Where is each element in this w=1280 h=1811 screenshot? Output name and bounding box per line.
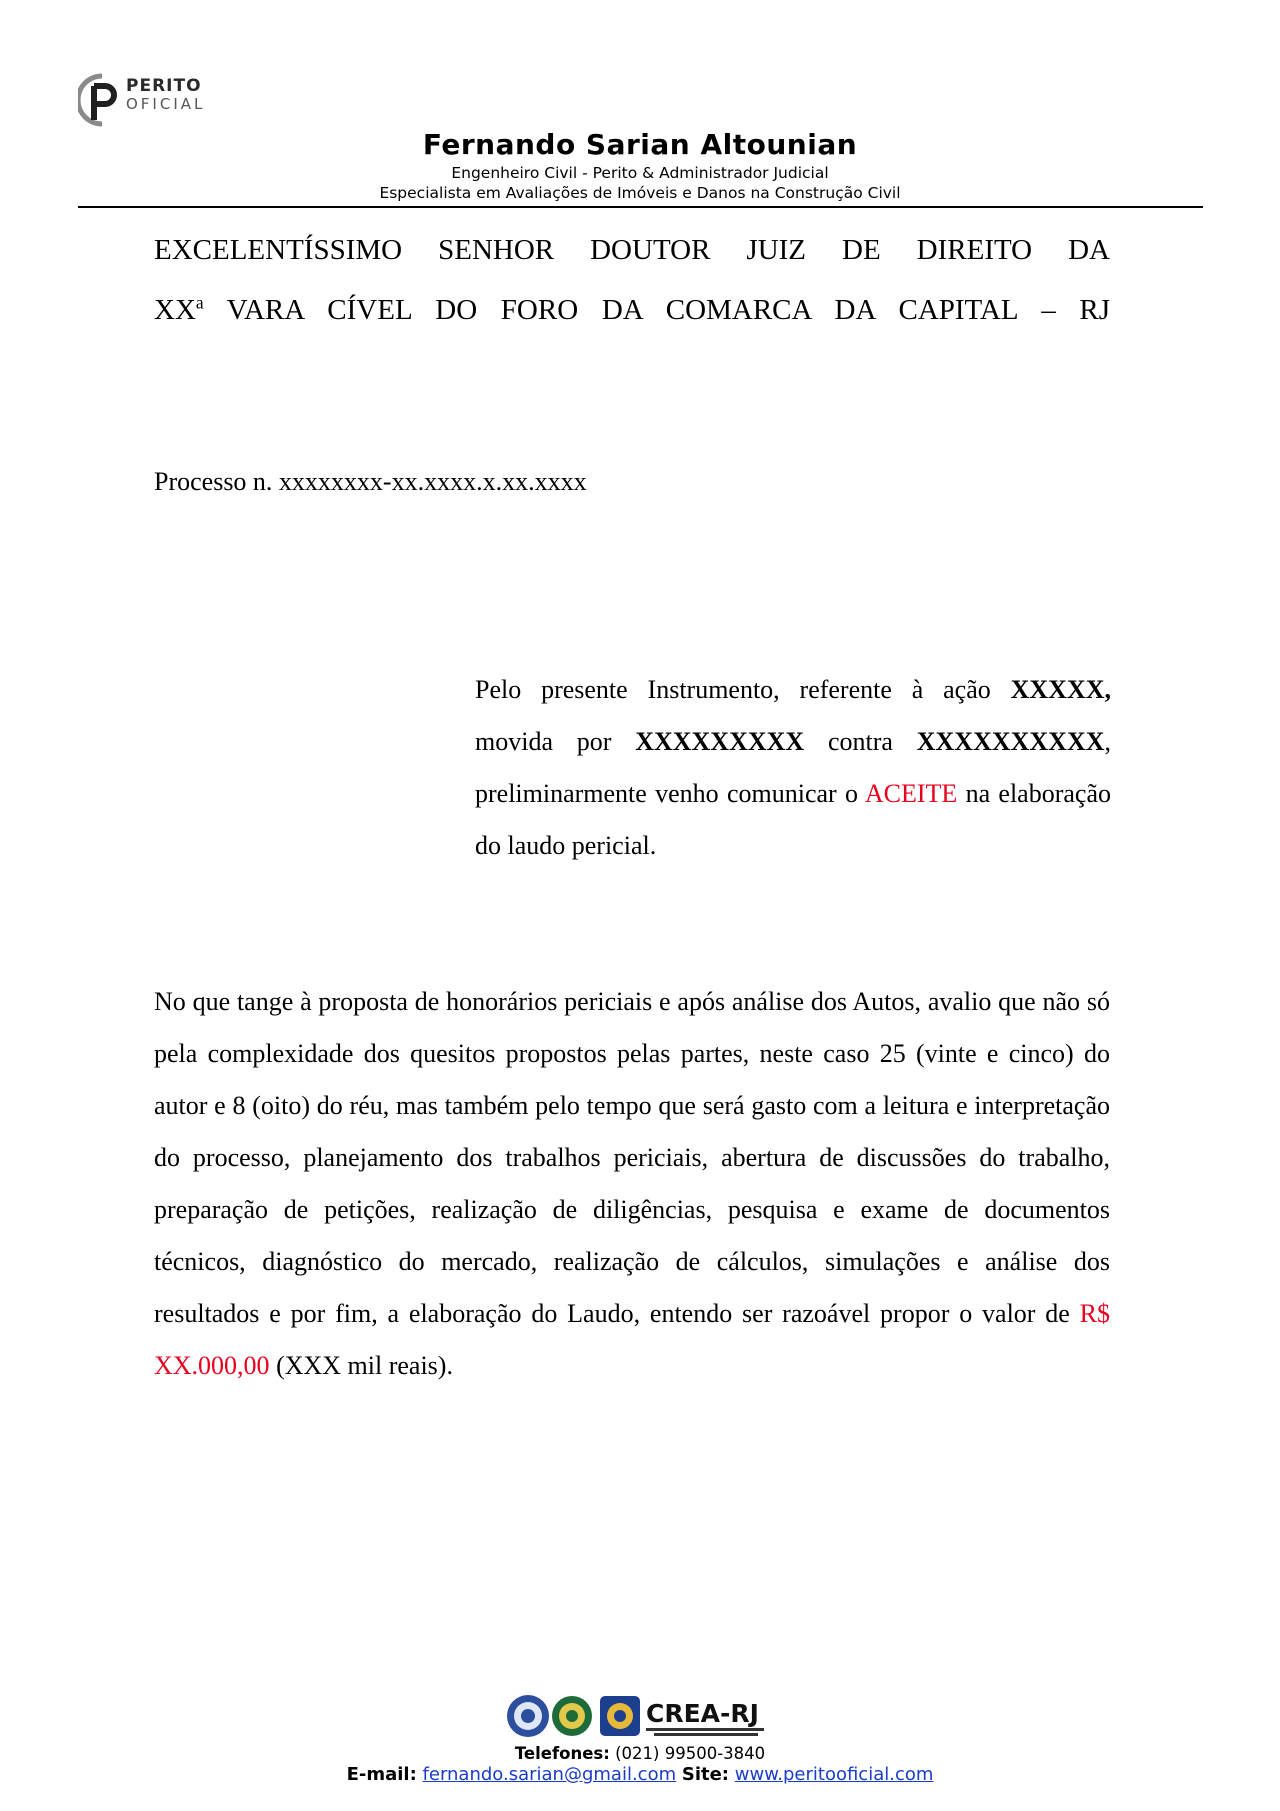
- addressee-line-2: [154, 280, 1110, 340]
- vara-ordinal: a: [195, 292, 204, 313]
- ibape-seal-icon: [507, 1695, 549, 1737]
- author-specialty: Especialista em Avaliações de Imóveis e Danos na Construção Civil: [379, 184, 901, 202]
- author-name: Fernando Sarian Altounian: [422, 128, 858, 161]
- fee-text: No que tange à proposta de honorários periciais e após análise dos Autos, avalio que não só pela complexidade dos quesitos propostos pelas partes, neste caso 25 (vinte e cinco) do autor e 8 (oito) do réu, mas também pelo tempo que será gasto com a leitura e interpretação do processo, planejamento dos trabalhos periciais, abertura de discussões do trabalho, preparação de petições, realização de diligências, pesquisa e exame de documentos técnicos, diagnóstico do mercado, realização de cálculos, simulações e análise dos resultados e por fim, a elaboração do Laudo, entendo ser razoável propor o valor de: [154, 987, 1110, 1328]
- iiam-seal-icon: [552, 1696, 592, 1736]
- email-link[interactable]: fernando.sarian@gmail.com: [422, 1764, 677, 1785]
- intro-text-2: movida por: [475, 727, 636, 756]
- header-divider: [78, 206, 1203, 208]
- site-link[interactable]: www.peritooficial.com: [734, 1764, 934, 1785]
- author-title: Engenheiro Civil - Perito & Administrador Judicial: [451, 164, 829, 182]
- crea-caption-line-1: [646, 1728, 764, 1731]
- site-label: Site:: [681, 1764, 730, 1785]
- intro-text-4: , preliminarmente venho comunicar o: [475, 727, 1111, 808]
- process-number: Processo n. xxxxxxxx-xx.xxxx.x.xx.xxxx: [154, 467, 587, 496]
- fee-paragraph: [154, 976, 1110, 1392]
- plaintiff-name: XXXXXXXXX: [635, 727, 805, 756]
- footer-phone: [0, 1744, 1280, 1763]
- footer-contact: [0, 1764, 1280, 1785]
- fee-amount: R$ XX.000,00: [154, 1299, 1110, 1380]
- addressee: [154, 220, 1110, 340]
- intro-text-5: na elaboração do laudo pericial.: [475, 779, 1112, 860]
- crea-caption-line-2: [654, 1733, 758, 1736]
- defendant-name: XXXXXXXXXX: [916, 727, 1105, 756]
- acceptance-word: ACEITE: [864, 779, 958, 808]
- crea-rj-label: CREA-RJ: [646, 1699, 759, 1728]
- crea-seal-icon: [600, 1696, 640, 1736]
- logo-p-icon: [78, 72, 126, 128]
- phone-value: (021) 99500-3840: [609, 1744, 766, 1763]
- institution-seals: [506, 1692, 796, 1740]
- intro-text-3: contra: [804, 727, 917, 756]
- email-label: E-mail:: [346, 1764, 417, 1785]
- vara-description: VARA CÍVEL DO FORO DA COMARCA DA CAPITAL – RJ: [203, 294, 1110, 326]
- intro-paragraph: [475, 664, 1111, 872]
- intro-text-1: Pelo presente Instrumento, referente à ação: [475, 675, 1011, 704]
- perito-oficial-logo: [78, 72, 228, 132]
- phone-label: Telefones:: [514, 1744, 610, 1763]
- fee-amount-words: (XXX mil reais).: [269, 1351, 453, 1380]
- vara-number: XX: [154, 294, 196, 326]
- logo-word-perito: PERITO: [126, 76, 202, 96]
- addressee-line-1: EXCELENTÍSSIMO SENHOR DOUTOR JUIZ DE DIREITO DA: [154, 234, 1110, 266]
- action-name: XXXXX,: [1010, 675, 1111, 704]
- logo-word-oficial: OFICIAL: [126, 95, 206, 113]
